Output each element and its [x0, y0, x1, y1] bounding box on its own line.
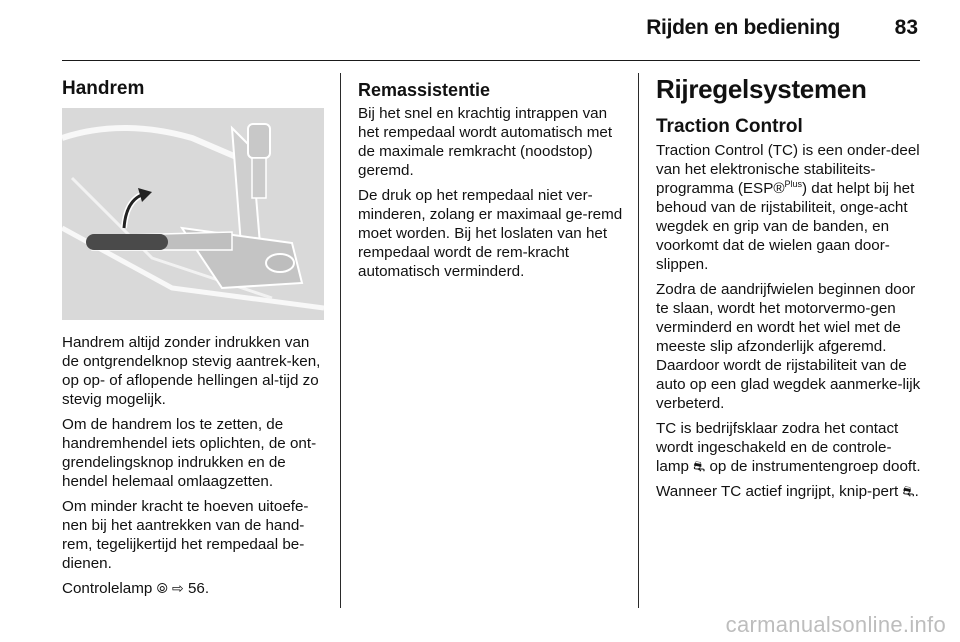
text: Traction Control (TC) is een onder-deel van het elektronische stabiliteits-programma (ESP®: [656, 142, 920, 197]
column-divider: [340, 73, 341, 608]
section-title: Rijregelsystemen: [656, 74, 867, 104]
control-lamp-label: Controlelamp: [62, 580, 153, 597]
paragraph: [656, 141, 922, 274]
brake-assist-heading: Remassistentie: [358, 80, 491, 100]
text: TC is bedrijfsklaar zodra het contact wordt ingeschakeld en de controle-lamp: [656, 420, 899, 475]
paragraph: Handrem altijd zonder indrukken van de ontgrendelknop stevig aantrek-ken, op op- of aflopende hellingen al-tijd zo stevig mogelijk.: [62, 334, 321, 408]
text: ) dat helpt bij het behoud van de rijstabiliteit, onge-acht wegdek en grip van de banden, en voorkomt dat de wielen gaan door-slippen.: [656, 180, 915, 273]
paragraph: Bij het snel en krachtig intrappen van het rempedaal wordt automatisch met de maximale remkracht (noodstop) geremd.: [358, 105, 613, 179]
header-rule: [62, 60, 920, 61]
column-divider: [638, 73, 639, 608]
traction-control-icon: ⛐: [693, 458, 706, 474]
paragraph: De druk op het rempedaal niet ver-minderen, zolang er maximaal ge-remd moet worden. Bij het loslaten van het rempedaal wordt de rem-kracht automatisch verminderd.: [358, 187, 623, 280]
paragraph: Om minder kracht te hoeven uitoefe-nen bij het aantrekken van de hand-rem, tegelijkertijd het rempedaal be-dienen.: [62, 498, 309, 572]
header-title: Rijden en bediening: [646, 16, 840, 39]
superscript-plus: Plus: [784, 178, 803, 189]
text: .: [914, 483, 919, 500]
page-number: 83: [894, 16, 918, 39]
page-reference: 56.: [187, 580, 210, 597]
driving-control-section: [656, 72, 922, 507]
paragraph: [656, 482, 922, 501]
paragraph: Om de handrem los te zetten, de handremhendel iets oplichten, de ont-grendelingsknop indrukken en de hendel helemaal omlaagzetten.: [62, 416, 317, 490]
handbrake-heading: Handrem: [62, 78, 145, 99]
control-lamp-reference: [62, 579, 326, 598]
traction-control-icon: ⛐: [902, 483, 915, 499]
text: op de instrumentengroep dooft.: [709, 458, 921, 475]
handbrake-illustration: [62, 108, 324, 320]
paragraph: Zodra de aandrijfwielen beginnen door te slaan, wordt het motorvermo-gen verminderd en wordt het wiel met de meeste slip afzonderlijk afgeremd. Daardoor wordt de rijstabiliteit van de auto op een glad wegdek aanmerke-lijk verbeterd.: [656, 281, 921, 412]
traction-control-heading: Traction Control: [656, 116, 803, 137]
paragraph: [656, 419, 922, 476]
brake-warning-icon: ⦾: [156, 580, 168, 596]
watermark: carmanualsonline.info: [725, 612, 946, 637]
brake-assist-section: [358, 79, 624, 287]
page-reference-arrow-icon: ⇨: [172, 580, 184, 596]
handbrake-text: [62, 333, 326, 604]
text: Wanneer TC actief ingrijpt, knip-pert: [656, 483, 899, 500]
